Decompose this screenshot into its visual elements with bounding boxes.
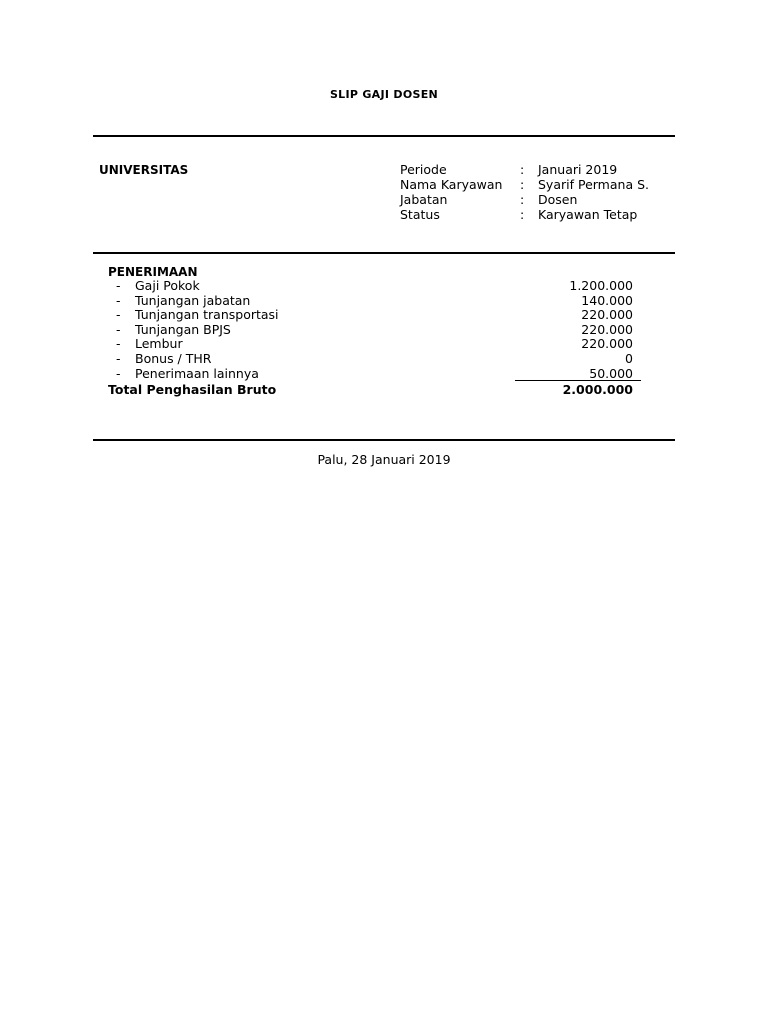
list-item (108, 352, 648, 367)
info-separator: : (520, 177, 525, 192)
employee-info (400, 162, 649, 222)
total-label: Total Penghasilan Bruto (108, 382, 277, 398)
item-dash: - (116, 278, 121, 293)
item-value: 0 (625, 350, 633, 366)
info-row-periode (400, 162, 649, 177)
list-item (108, 308, 648, 323)
info-label: Nama Karyawan (400, 177, 503, 192)
total-row (108, 382, 648, 398)
info-label: Periode (400, 162, 447, 177)
info-value: Syarif Permana S. (538, 177, 649, 192)
item-label: Lembur (135, 336, 183, 352)
info-value: Dosen (538, 192, 578, 207)
item-dash: - (116, 336, 121, 352)
item-value: 220.000 (581, 321, 633, 337)
info-row-status (400, 207, 649, 222)
item-value: 140.000 (581, 292, 633, 308)
divider-bottom (93, 439, 675, 441)
item-value: 1.200.000 (569, 278, 633, 293)
item-value: 220.000 (581, 336, 633, 352)
info-row-jabatan (400, 192, 649, 207)
item-value: 50.000 (515, 367, 641, 381)
item-dash: - (116, 321, 121, 337)
footer-date: Palu, 28 Januari 2019 (317, 452, 451, 467)
list-item (108, 323, 648, 338)
item-dash: - (116, 350, 121, 366)
item-dash: - (116, 365, 121, 381)
divider-top (93, 135, 675, 137)
info-separator: : (520, 162, 525, 177)
info-separator: : (520, 192, 525, 207)
info-value: Karyawan Tetap (538, 207, 638, 222)
info-label: Status (400, 207, 440, 222)
list-item (108, 294, 648, 309)
company-name: UNIVERSITAS (99, 163, 189, 177)
item-dash: - (116, 307, 121, 323)
item-label: Bonus / THR (135, 350, 212, 366)
list-item (108, 279, 648, 294)
divider-middle (93, 252, 675, 254)
info-separator: : (520, 207, 525, 222)
total-value: 2.000.000 (562, 382, 633, 398)
info-label: Jabatan (400, 192, 448, 207)
item-label: Tunjangan BPJS (135, 321, 231, 337)
document-title: SLIP GAJI DOSEN (329, 88, 439, 101)
list-item (108, 337, 648, 352)
item-label: Gaji Pokok (135, 278, 200, 293)
item-label: Penerimaan lainnya (135, 365, 259, 381)
item-dash: - (116, 292, 121, 308)
info-row-nama-karyawan (400, 177, 649, 192)
item-value: 220.000 (581, 307, 633, 323)
item-label: Tunjangan jabatan (135, 292, 251, 308)
info-value: Januari 2019 (538, 162, 618, 177)
item-label: Tunjangan transportasi (135, 307, 279, 323)
section-title: PENERIMAAN (108, 265, 198, 279)
list-item (108, 367, 648, 382)
penerimaan-section (108, 265, 648, 398)
